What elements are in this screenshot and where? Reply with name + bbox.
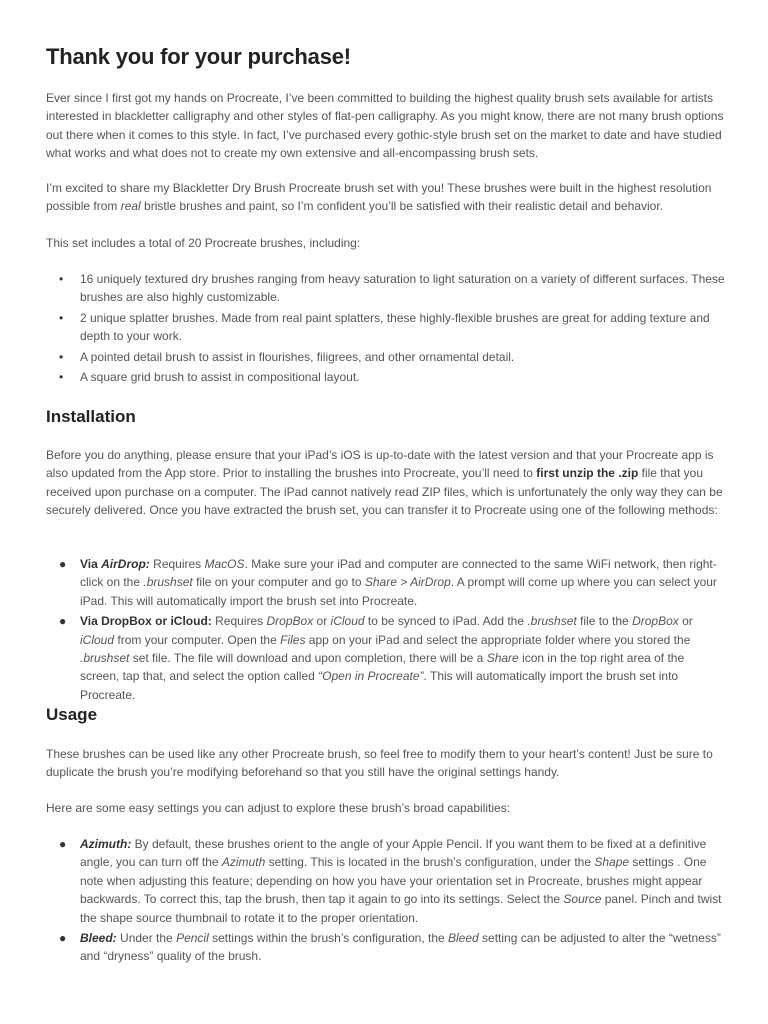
bullet-icon: ● — [59, 931, 67, 946]
text-run: Under the — [116, 931, 177, 946]
bleed-label: Bleed: — [80, 931, 117, 946]
text-run: Requires — [211, 614, 267, 629]
list-item — [46, 309, 726, 346]
list-item-text: 2 unique splatter brushes. Made from real paint splatters, these highly-flexible brushes are great for adding texture and depth to your work. — [80, 310, 710, 344]
list-item — [46, 368, 726, 386]
list-item-text: A pointed detail brush to assist in flourishes, filigrees, and other ornamental detail. — [80, 349, 515, 364]
text-run: Requires — [149, 557, 205, 571]
intro-p2-text-end: bristle brushes and paint, so I’m confident you’ll be satisfied with their realistic detail and behavior. — [140, 199, 663, 214]
bullet-icon: ● — [59, 614, 67, 629]
airdrop-label-via: Via — [80, 557, 102, 571]
brush-list — [46, 270, 726, 388]
brushset-term: .brushset — [527, 614, 577, 629]
icloud-term: iCloud — [330, 614, 365, 629]
list-item-dropbox — [46, 612, 726, 704]
text-run: from your computer. Open the — [114, 632, 281, 647]
text-run: setting. This is located in the brush’s configuration, under the — [265, 855, 595, 870]
installation-text-end: file that you received upon purchase on a computer. The iPad cannot natively read ZIP files, which is unfortunately the only way they can be securely delivered. Once you have extracted the brush set, you can transfer it to Procreate using one of the following methods: — [46, 466, 723, 518]
text-run: icon in the top right area of the screen, tap that, and select the option called — [80, 651, 685, 684]
shape-term: Shape — [594, 855, 630, 870]
settings-list — [46, 835, 726, 968]
bullet-icon: • — [59, 272, 64, 286]
list-item — [46, 270, 726, 307]
files-term: Files — [280, 632, 306, 647]
azimuth-label: Azimuth: — [80, 837, 132, 851]
share-term: Share — [486, 651, 519, 666]
installation-methods-list — [46, 555, 726, 706]
text-run: file on your computer and go to — [192, 575, 365, 590]
text-run: or — [313, 614, 331, 629]
bullet-icon: • — [59, 349, 64, 364]
usage-paragraph-2: Here are some easy settings you can adjust to explore these brush’s broad capabilities: — [46, 801, 511, 815]
usage-paragraph-1: These brushes can be used like any other Procreate brush, so feel free to modify them to your heart’s content! Just be sure to duplicate the brush you’re modifying beforehand so that you still have the original settings handy. — [46, 747, 713, 780]
intro-paragraph-3: This set includes a total of 20 Procreate brushes, including: — [46, 236, 361, 250]
dropbox-term: DropBox — [266, 614, 314, 629]
share-airdrop-term: Share > AirDrop — [364, 575, 451, 590]
text-run: By default, these brushes orient to the angle of your Apple Pencil. If you want them to be fixed at a definitive angle, you can turn off the — [80, 837, 707, 870]
macos-term: MacOS — [204, 557, 245, 571]
airdrop-label: AirDrop: — [101, 557, 150, 571]
unzip-emphasis: first unzip the .zip — [536, 466, 639, 481]
intro-p2-real: real — [120, 199, 141, 214]
list-item-text: 16 uniquely textured dry brushes ranging from heavy saturation to light saturation on a variety of different surfaces. These brushes are also highly customizable. — [80, 272, 725, 305]
list-item-azimuth — [46, 835, 726, 927]
bleed-term: Bleed — [448, 931, 479, 946]
bullet-icon: • — [59, 370, 64, 385]
installation-heading: Installation — [46, 407, 136, 426]
text-run: file to the — [576, 614, 633, 629]
text-run: . A prompt will come up where you can select your iPad. This will automatically import the brush set into Procreate. — [80, 575, 717, 608]
dropbox-term: DropBox — [632, 614, 679, 629]
intro-paragraph-2 — [46, 179, 726, 216]
text-run: setting can be adjusted to alter the “wetness” and “dryness” quality of the brush. — [80, 931, 721, 964]
azimuth-term: Azimuth — [221, 855, 266, 870]
brushset-term: .brushset — [80, 651, 130, 666]
text-run: app on your iPad and select the appropriate folder where you stored the — [305, 632, 691, 647]
text-run: or — [678, 614, 693, 629]
installation-paragraph — [46, 446, 726, 520]
text-run: panel. Pinch and twist the shape source thumbnail to rotate it to the proper orientation. — [80, 892, 722, 925]
text-run: . This will automatically import the brush set into Procreate. — [80, 669, 679, 702]
brushset-term: .brushset — [143, 575, 193, 590]
text-run: settings within the brush’s configuration, the — [208, 931, 448, 946]
installation-text: Before you do anything, please ensure that your iPad’s iOS is up-to-date with the latest version and that your Procreate app is also updated from the App store. Prior to installing the brushes into Procreate, you’ll need to — [46, 448, 714, 481]
open-in-procreate-term: “Open in Procreate” — [318, 669, 424, 684]
text-run: set file. The file will download and upon completion, there will be a — [129, 651, 487, 666]
intro-paragraph-1: Ever since I first got my hands on Procreate, I’ve been committed to building the highest quality brush sets available for artists interested in blackletter calligraphy and other styles of flat-pen calligraphy. As you might know, there are not many brush options out there when it comes to this style. In fact, I’ve purchased every gothic-style brush set on the market to date and have studied what works and what does not to create my own extensive and all-encompassing brush sets. — [46, 91, 724, 161]
source-term: Source — [563, 892, 602, 907]
dropbox-label: Via DropBox or iCloud: — [80, 614, 212, 629]
bullet-icon: • — [59, 310, 64, 325]
usage-heading: Usage — [46, 705, 98, 724]
list-item — [46, 348, 726, 366]
text-run: . Make sure your iPad and computer are connected to the same WiFi network, then right-click on the — [80, 557, 717, 590]
list-item-airdrop — [46, 555, 726, 610]
bullet-icon: ● — [59, 557, 67, 571]
page-title: Thank you for your purchase! — [46, 44, 351, 69]
text-run: settings . One note when adjusting this feature; depending on how you have your orientation set in Procreate, brushes might appear backwards. To correct this, tap the brush, then tap it again to go into its settings. Select the — [80, 855, 707, 907]
bullet-icon: ● — [59, 837, 67, 851]
text-run: to be synced to iPad. Add the — [364, 614, 528, 629]
pencil-term: Pencil — [176, 931, 209, 946]
intro-p2-text: I’m excited to share my Blackletter Dry Brush Procreate brush set with you! These brushes were built in the highest resolution possible from — [46, 181, 712, 214]
icloud-term: iCloud — [80, 632, 115, 647]
list-item-bleed — [46, 929, 726, 966]
list-item-text: A square grid brush to assist in compositional layout. — [80, 370, 360, 385]
